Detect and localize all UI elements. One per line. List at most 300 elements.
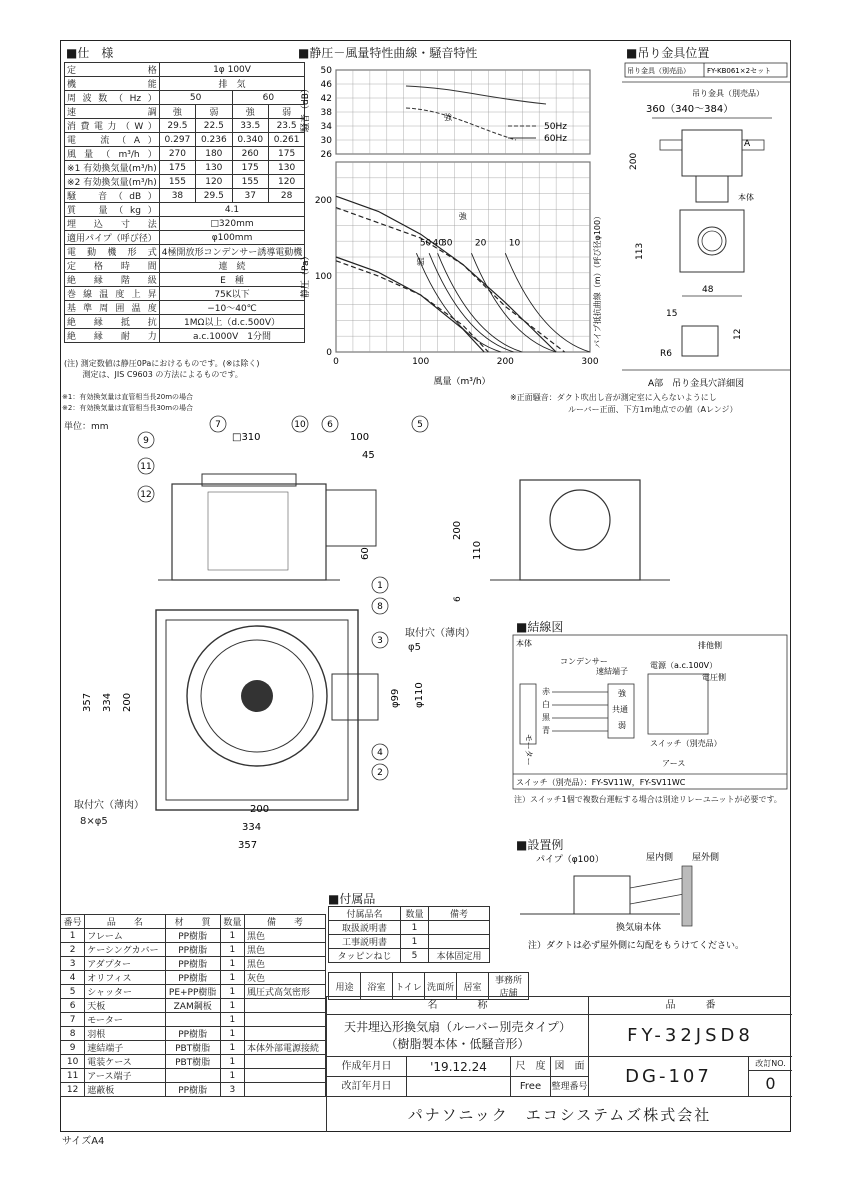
noise-tick: 46 [320,80,332,90]
wiring-strong: 強 [618,689,626,698]
wiring-note: 注）スイッチ1個で複数台運転する場合は別途リレーユニットが必要です。 [514,795,782,804]
spec-row [65,231,305,245]
spec-row [65,217,305,231]
parts-cell [244,1069,325,1083]
noise-ylabel: 騒音（dB） [301,84,311,132]
install-pipe: パイプ（φ100） [536,855,604,865]
legend-label: 60Hz [544,134,567,144]
spec-value: 155 [159,175,195,189]
parts-cell: 1 [220,1027,244,1041]
spec-value: 50 [159,91,232,105]
title-name-box [327,1015,589,1057]
usage-cell: 事務所店舗 [489,973,529,1000]
spec-label: 基準周囲温度 [65,301,160,315]
install-indoor: 屋内側 [646,853,674,863]
acc-row [329,921,490,935]
acc-header: 数量 [400,907,428,921]
pressure-ytick: 200 [314,196,332,206]
footnote-1: ※1：有効換気量は直管相当長20mの場合 [62,393,194,401]
spec-note-1: (注) 測定数値は静圧0Paにおけるものです。(※は除く) [64,359,260,368]
noise-tick: 26 [320,150,332,160]
parts-cell: 10 [61,1055,85,1069]
spec-row [65,189,305,203]
hanger-dim-113: 113 [635,242,645,260]
parts-cell: 4 [61,971,85,985]
title-scale-label: 尺 度 [511,1057,551,1077]
parts-row [61,971,326,985]
dim-6: 6 [453,596,463,602]
callout-number: 12 [140,490,152,500]
spec-row [65,287,305,301]
dim-d60: 60 [360,547,371,560]
spec-row [65,105,305,119]
parts-cell [244,999,325,1013]
pressure-ytick: 0 [326,348,332,358]
parts-cell: 1 [61,929,85,943]
acc-cell: タッピンねじ [329,949,401,963]
pipe-label: 40 [432,238,444,249]
parts-cell: PP樹脂 [165,1083,220,1097]
side-view [158,474,376,580]
wire-black: 黒 [542,713,550,722]
spec-value: 弱 [268,105,304,119]
spec-label: 速 調 [65,105,160,119]
pressure-xtick: 200 [496,357,514,367]
title-rev-label: 改訂NO. [749,1057,792,1071]
spec-value: 60 [232,91,305,105]
spec-row [65,119,305,133]
wiring-earth: アース [662,759,686,768]
title-ref-label: 整理番号 [551,1077,589,1097]
install-diagram [520,848,788,960]
parts-header: 材 質 [165,915,220,929]
spec-value: 22.5 [196,119,232,133]
wiring-diagram [512,634,788,792]
acc-cell: 工事説明書 [329,935,401,949]
pressure-label-weak: 弱 [416,257,425,267]
right-side-view [440,460,690,610]
wire-blue: 青 [542,726,550,735]
parts-cell: フレーム [85,929,165,943]
wiring-motor: モーター [524,734,533,766]
chart-section-title: ■静圧－風量特性曲線・騒音特性 [298,46,478,60]
accessories-table [328,906,490,963]
dim-d357h: 357 [238,840,258,851]
parts-cell: 7 [61,1013,85,1027]
parts-row [61,929,326,943]
title-revised-value [407,1077,511,1097]
spec-value: φ100mm [159,231,305,245]
parts-row [61,943,326,957]
noise-tick: 34 [320,122,332,132]
spec-value: 155 [232,175,268,189]
parts-cell: 本体外部電源接続 [244,1041,325,1055]
title-drawing-no: DG-107 [589,1057,749,1097]
title-created-label: 作成年月日 [327,1057,407,1077]
spec-label: 巻線温度上昇 [65,287,160,301]
noise-tick: 42 [320,94,332,104]
pressure-xtick: 100 [412,357,430,367]
spec-value: a.c.1000V 1分間 [159,329,305,343]
spec-row [65,175,305,189]
parts-cell: 1 [220,1069,244,1083]
parts-header: 備 考 [244,915,325,929]
spec-value: 29.5 [196,189,232,203]
parts-cell: 羽根 [85,1027,165,1041]
spec-value: 37 [232,189,268,203]
parts-row [61,1055,326,1069]
pipe-curve [505,253,590,352]
parts-cell: 1 [220,1055,244,1069]
mount-hole2-label: 取付穴（薄肉） [74,800,144,811]
spec-label: 絶 縁 耐 力 [65,329,160,343]
parts-cell: 11 [61,1069,85,1083]
wiring-terminal: 速結端子 [596,667,628,676]
spec-value: 連 続 [159,259,305,273]
parts-cell: PP樹脂 [165,957,220,971]
parts-cell: PP樹脂 [165,943,220,957]
unit-label: 単位：mm [64,422,109,432]
mount-hole-size: φ5 [408,642,421,653]
dim-d100: 100 [350,432,370,443]
parts-cell: 3 [220,1083,244,1097]
parts-cell: 2 [61,943,85,957]
parts-table [60,914,326,1097]
hanger-dim-r6: R6 [660,349,672,359]
hanger-header-2: FY-KB061×2セット [707,67,772,75]
parts-cell: 1 [220,943,244,957]
noise-tick: 50 [320,66,332,76]
acc-header: 付属品名 [329,907,401,921]
wiring-body: 本体 [516,639,532,648]
hanger-caption: A部 吊り金具穴詳細図 [648,379,745,389]
spec-value: 4極開放形コンデンサー誘導電動機 [159,245,305,259]
parts-cell: 黒色 [244,957,325,971]
acc-cell [429,935,490,949]
parts-cell: シャッター [85,985,165,999]
pipe-label: 50 [419,238,432,249]
parts-cell: 灰色 [244,971,325,985]
pipe-label: 20 [474,238,487,249]
spec-table [64,62,305,343]
spec-value: 4.1 [159,203,305,217]
spec-value: 1MΩ以上（d.c.500V） [159,315,305,329]
spec-value: 排 気 [159,77,305,91]
pressure-xtick: 300 [581,357,599,367]
acc-cell: 5 [400,949,428,963]
parts-cell: 5 [61,985,85,999]
parts-cell [165,1013,220,1027]
parts-cell: 9 [61,1041,85,1055]
parts-row [61,1041,326,1055]
install-outdoor: 屋外側 [692,853,720,863]
title-part-label: 品 番 [589,997,792,1015]
noise-label-strong: 強 [444,113,452,122]
spec-label: 絶 縁 抵 抗 [65,315,160,329]
parts-cell: PBT樹脂 [165,1041,220,1055]
parts-cell: PE+PP樹脂 [165,985,220,999]
spec-label: 機 能 [65,77,160,91]
acc-row [329,935,490,949]
pressure-xlabel: 風量（m³/h） [433,377,491,387]
title-drawing-label: 図 面 [551,1057,589,1077]
parts-cell: 1 [220,1013,244,1027]
acc-cell: 1 [400,921,428,935]
dim-d45: 45 [362,450,375,461]
parts-cell: 1 [220,957,244,971]
parts-cell [165,1069,220,1083]
spec-value: 弱 [196,105,232,119]
spec-value: 175 [268,147,304,161]
parts-cell: 6 [61,999,85,1013]
callout-number: 8 [377,602,383,612]
spec-value: −10〜40℃ [159,301,305,315]
dim-110-side: 110 [472,540,483,560]
spec-label: 周波数（Hz） [65,91,160,105]
spec-section-title: ■仕 様 [66,46,114,60]
spec-value: 75K以下 [159,287,305,301]
mount-hole-label: 取付穴（薄肉） [405,628,475,639]
wiring-section-title: ■結線図 [516,620,564,634]
wiring-switch-models: スイッチ（別売品）：FY-SV11W，FY-SV11WC [516,778,686,787]
title-revised-label: 改訂年月日 [327,1077,407,1097]
spec-value: 120 [196,175,232,189]
spec-label: 適用パイプ（呼び径） [65,231,160,245]
spec-value: 175 [159,161,195,175]
parts-cell: 黒色 [244,943,325,957]
spec-value: 120 [268,175,304,189]
spec-value: 29.5 [159,119,195,133]
spec-value: 130 [268,161,304,175]
parts-cell: 8 [61,1027,85,1041]
spec-value: 0.297 [159,133,195,147]
spec-row [65,329,305,343]
wiring-power: 電源（a.c.100V） [650,661,718,670]
spec-value: 130 [196,161,232,175]
spec-row [65,301,305,315]
spec-value: 180 [196,147,232,161]
parts-row [61,1069,326,1083]
hanger-label-body: 本体 [738,193,754,202]
spec-row [65,259,305,273]
title-name-line2: （樹脂製本体・低騒音形） [385,1037,530,1051]
parts-row [61,985,326,999]
wiring-common: 共通 [612,705,628,714]
install-note: 注）ダクトは必ず屋外側に勾配をもうけてください。 [528,941,745,951]
spec-value: 38 [159,189,195,203]
parts-cell: PP樹脂 [165,929,220,943]
chart-footnote-2: ルーバー正面、下方1m地点での値（Aレンジ） [568,405,738,414]
title-rev: 0 [749,1071,792,1097]
spec-value: 強 [232,105,268,119]
spec-value: E 種 [159,273,305,287]
chart-footnote-1: ※正面騒音：ダクト吹出し音が測定室に入らないようにし [510,393,717,402]
hanger-dim-15: 15 [666,309,678,319]
callout-number: 10 [294,420,306,430]
title-scale: Free [511,1077,551,1097]
spec-label: 風量（m³/h） [65,147,160,161]
parts-header: 番号 [61,915,85,929]
wiring-switch: スイッチ（別売品） [650,739,722,748]
parts-cell [244,1027,325,1041]
spec-row [65,273,305,287]
parts-cell: 風圧式高気密形 [244,985,325,999]
spec-value: 0.261 [268,133,304,147]
parts-row [61,1013,326,1027]
title-part-no: FY-32JSD8 [589,1015,792,1057]
usage-cell: トイレ [393,973,425,1000]
callout-number: 2 [377,768,383,778]
parts-cell: 12 [61,1083,85,1097]
pressure-ytick: 100 [314,272,332,282]
usage-cell: 居室 [457,973,489,1000]
usage-cell: 浴室 [361,973,393,1000]
spec-row [65,91,305,105]
parts-cell: 1 [220,999,244,1013]
spec-value: 28 [268,189,304,203]
hanger-header-1: 吊り金具（別売品） [627,67,690,75]
parts-row [61,957,326,971]
footnote-2: ※2：有効換気量は直管相当長30mの場合 [62,404,194,412]
spec-value: 強 [159,105,195,119]
callout-number: 1 [377,581,383,591]
spec-label: 騒 音（dB） [65,189,160,203]
spec-label: 消費電力（W） [65,119,160,133]
spec-row [65,147,305,161]
acc-row [329,949,490,963]
spec-value: 1φ 100V [159,63,305,77]
title-name-label: 名 称 [327,997,589,1015]
spec-label: 埋 込 寸 法 [65,217,160,231]
spec-label: 電 流（A） [65,133,160,147]
spec-row [65,63,305,77]
parts-cell [244,1055,325,1069]
parts-cell: アダプター [85,957,165,971]
wire-white: 白 [542,700,550,709]
acc-cell: 1 [400,935,428,949]
parts-row [61,999,326,1013]
callout-number: 9 [143,436,149,446]
parts-cell: ZAM鋼板 [165,999,220,1013]
wiring-voltage: 電圧側 [702,673,726,682]
pipe-curve [438,253,523,352]
callout-number: 7 [215,420,221,430]
hanger-dim-200: 200 [629,152,639,170]
acc-cell: 取扱説明書 [329,921,401,935]
title-company: パナソニック エコシステムズ株式会社 [407,1106,712,1124]
dim-d357v: 357 [82,692,93,712]
parts-header: 数量 [220,915,244,929]
acc-cell: 本体固定用 [429,949,490,963]
performance-chart [286,58,616,390]
hanger-diagram [622,60,790,392]
parts-cell: アース端子 [85,1069,165,1083]
acc-header: 備考 [429,907,490,921]
parts-cell: 速結端子 [85,1041,165,1055]
parts-header: 品 名 [85,915,165,929]
spec-value: 0.236 [196,133,232,147]
spec-label: 質 量（kg） [65,203,160,217]
spec-row [65,203,305,217]
spec-value: 175 [232,161,268,175]
spec-label: 定 格 時 間 [65,259,160,273]
dim-d200h: 200 [250,804,270,815]
noise-tick: 30 [320,136,332,146]
pressure-xtick: 0 [333,357,339,367]
wiring-capacitor: コンデンサー [560,657,608,666]
size-label: サイズA4 [62,1136,105,1147]
pipe-label: 30 [440,238,453,249]
noise-tick: 38 [320,108,332,118]
spec-value: 260 [232,147,268,161]
callout-number: 3 [377,636,383,646]
parts-cell: PP樹脂 [165,1027,220,1041]
parts-cell: PBT樹脂 [165,1055,220,1069]
spec-row [65,245,305,259]
hanger-section-title: ■吊り金具位置 [626,46,710,60]
dim-d110: φ110 [414,682,425,708]
usage-cell: 洗面所 [425,973,457,1000]
spec-row [65,77,305,91]
title-block [326,996,791,1132]
pressure-ylabel: 静圧（Pa） [301,251,311,298]
spec-value: 270 [159,147,195,161]
wiring-weak: 弱 [618,721,626,730]
spec-label: 定 格 [65,63,160,77]
usage-cell: 用途 [329,973,361,1000]
pressure-series [336,208,565,352]
parts-row [61,1083,326,1097]
spec-row [65,161,305,175]
spec-value: □320mm [159,217,305,231]
noise-strong-line [406,86,546,104]
parts-cell: 1 [220,985,244,999]
spec-row [65,133,305,147]
spec-row [65,315,305,329]
accessories-section-title: ■付属品 [328,892,376,906]
hanger-dim-main: 360（340〜384） [646,104,734,115]
hanger-part-label: 吊り金具（別売品） [692,89,764,98]
parts-cell: ケーシングカバー [85,943,165,957]
spec-label: ※1 有効換気量(m³/h) [65,161,160,175]
parts-cell: 黒色 [244,929,325,943]
noise-weak-line [406,108,516,140]
parts-cell: 3 [61,957,85,971]
parts-cell: 電装ケース [85,1055,165,1069]
title-name-line1: 天井埋込形換気扇（ルーバー別売タイプ） [344,1020,571,1034]
callout-number: 6 [327,420,333,430]
parts-cell: PP樹脂 [165,971,220,985]
pipe-curve [471,253,556,352]
spec-label: ※2 有効換気量(m³/h) [65,175,160,189]
parts-cell [244,1013,325,1027]
dim-d99: φ99 [390,688,401,708]
spec-note-2: 測定は、JIS C9603 の方法によるものです。 [64,370,243,379]
dim-200-side: 200 [452,520,463,540]
parts-cell: 1 [220,929,244,943]
spec-label: 絶 縁 階 級 [65,273,160,287]
pressure-ylabel-right: パイプ抵抗曲線（m）（呼び径φ100） [593,211,602,348]
parts-cell: オリフィス [85,971,165,985]
install-section-title: ■設置例 [516,838,564,852]
wiring-exhaust: 排他側 [698,641,722,650]
spec-value: 33.5 [232,119,268,133]
pipe-label: 10 [508,238,521,249]
parts-cell: 1 [220,971,244,985]
pressure-label-strong: 強 [458,212,467,221]
parts-cell: 遮蔽板 [85,1083,165,1097]
hanger-dim-48: 48 [702,285,714,295]
